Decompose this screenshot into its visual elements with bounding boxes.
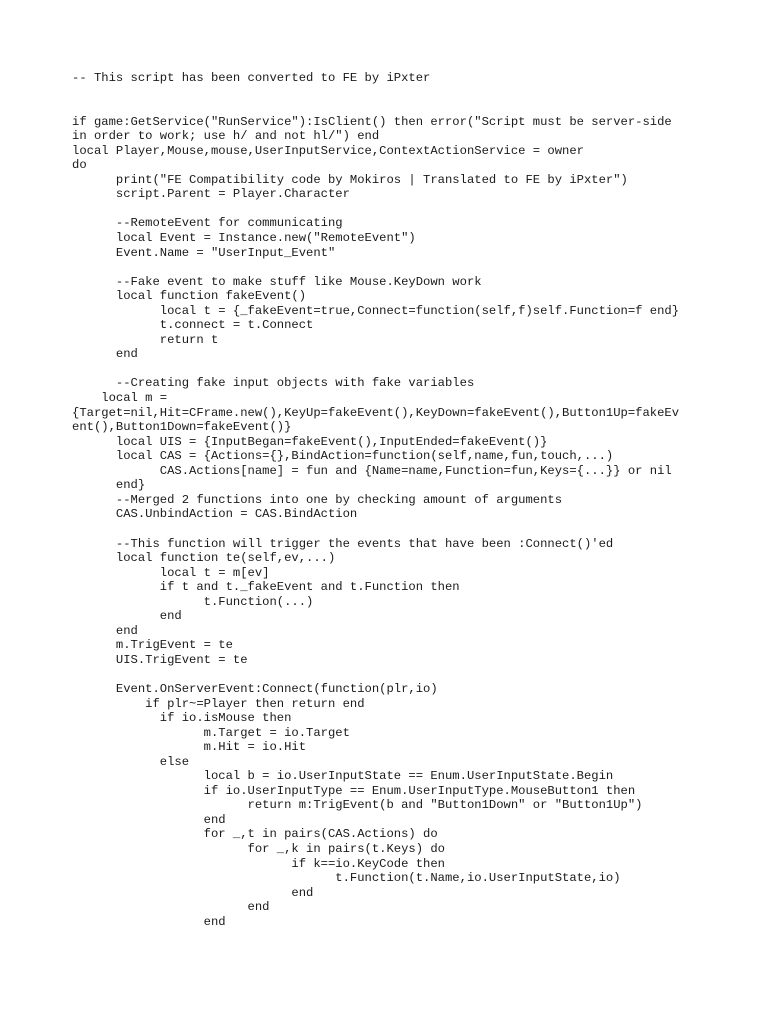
blank-line bbox=[72, 100, 712, 115]
code-line: ent(),Button1Down=fakeEvent()} bbox=[72, 420, 292, 435]
code-line: local CAS = {Actions={},BindAction=function(self,name,fun,touch,...) bbox=[72, 449, 614, 464]
code-line: else bbox=[72, 754, 190, 769]
code-line: local t = {_fakeEvent=true,Connect=function(self,f)self.Function=f end} bbox=[72, 303, 680, 318]
code-line: t.Function(...) bbox=[72, 594, 314, 609]
code-line: if t and t._fakeEvent and t.Function then bbox=[72, 580, 460, 595]
code-line: in order to work; use h/ and not hl/") end bbox=[72, 129, 380, 144]
code-line: --Creating fake input objects with fake variables bbox=[72, 376, 475, 391]
blank-line bbox=[72, 260, 712, 275]
code-line: if k==io.KeyCode then bbox=[72, 856, 445, 871]
code-line: end bbox=[72, 609, 182, 624]
blank-line bbox=[72, 667, 712, 682]
code-line: --RemoteEvent for communicating bbox=[72, 216, 343, 231]
code-line: if io.isMouse then bbox=[72, 711, 292, 726]
code-line: local t = m[ev] bbox=[72, 565, 270, 580]
code-line: UIS.TrigEvent = te bbox=[72, 652, 248, 667]
code-line: end bbox=[72, 347, 138, 362]
code-line: --This function will trigger the events that have been :Connect()'ed bbox=[72, 536, 614, 551]
code-line: end} bbox=[72, 478, 146, 493]
code-line: CAS.Actions[name] = fun and {Name=name,Function=fun,Keys={...}} or nil bbox=[72, 463, 672, 478]
code-line: {Target=nil,Hit=CFrame.new(),KeyUp=fakeEvent(),KeyDown=fakeEvent(),Button1Up=fakeEv bbox=[72, 405, 680, 420]
code-line: end bbox=[72, 812, 226, 827]
code-line: return m:TrigEvent(b and "Button1Down" or "Button1Up") bbox=[72, 798, 643, 813]
code-line: end bbox=[72, 900, 270, 915]
code-line: t.Function(t.Name,io.UserInputState,io) bbox=[72, 871, 621, 886]
code-line: m.TrigEvent = te bbox=[72, 638, 233, 653]
code-line: local b = io.UserInputState == Enum.UserInputState.Begin bbox=[72, 769, 614, 784]
blank-line bbox=[72, 86, 712, 101]
code-line: for _,t in pairs(CAS.Actions) do bbox=[72, 827, 438, 842]
blank-line bbox=[72, 522, 712, 537]
code-line: do bbox=[72, 158, 87, 173]
blank-line bbox=[72, 202, 712, 217]
code-line: for _,k in pairs(t.Keys) do bbox=[72, 841, 445, 856]
code-line: CAS.UnbindAction = CAS.BindAction bbox=[72, 507, 358, 522]
code-line: local function te(self,ev,...) bbox=[72, 551, 336, 566]
code-line: if plr~=Player then return end bbox=[72, 696, 365, 711]
code-line: m.Hit = io.Hit bbox=[72, 740, 307, 755]
code-line: m.Target = io.Target bbox=[72, 725, 350, 740]
code-line: end bbox=[72, 885, 314, 900]
code-line: t.connect = t.Connect bbox=[72, 318, 314, 333]
code-line: end bbox=[72, 914, 226, 929]
code-line: script.Parent = Player.Character bbox=[72, 187, 350, 202]
blank-line bbox=[72, 362, 712, 377]
code-line: Event.OnServerEvent:Connect(function(plr,io) bbox=[72, 681, 438, 696]
code-line: local UIS = {InputBegan=fakeEvent(),InputEnded=fakeEvent()} bbox=[72, 434, 548, 449]
code-line: local Event = Instance.new("RemoteEvent") bbox=[72, 231, 416, 246]
code-line: local function fakeEvent() bbox=[72, 289, 307, 304]
code-line: --Fake event to make stuff like Mouse.KeyDown work bbox=[72, 274, 482, 289]
code-line: return t bbox=[72, 332, 219, 347]
code-listing bbox=[72, 71, 712, 929]
code-line: local Player,Mouse,mouse,UserInputService,ContextActionService = owner bbox=[72, 143, 584, 158]
code-line: if game:GetService("RunService"):IsClient() then error("Script must be server-side bbox=[72, 114, 672, 129]
code-line: print("FE Compatibility code by Mokiros | Translated to FE by iPxter") bbox=[72, 172, 628, 187]
code-line: if io.UserInputType == Enum.UserInputType.MouseButton1 then bbox=[72, 783, 636, 798]
code-line: Event.Name = "UserInput_Event" bbox=[72, 245, 336, 260]
code-line: -- This script has been converted to FE by iPxter bbox=[72, 71, 431, 85]
code-line: --Merged 2 functions into one by checking amount of arguments bbox=[72, 492, 563, 507]
code-line: local m = bbox=[72, 391, 168, 406]
code-line: end bbox=[72, 623, 138, 638]
